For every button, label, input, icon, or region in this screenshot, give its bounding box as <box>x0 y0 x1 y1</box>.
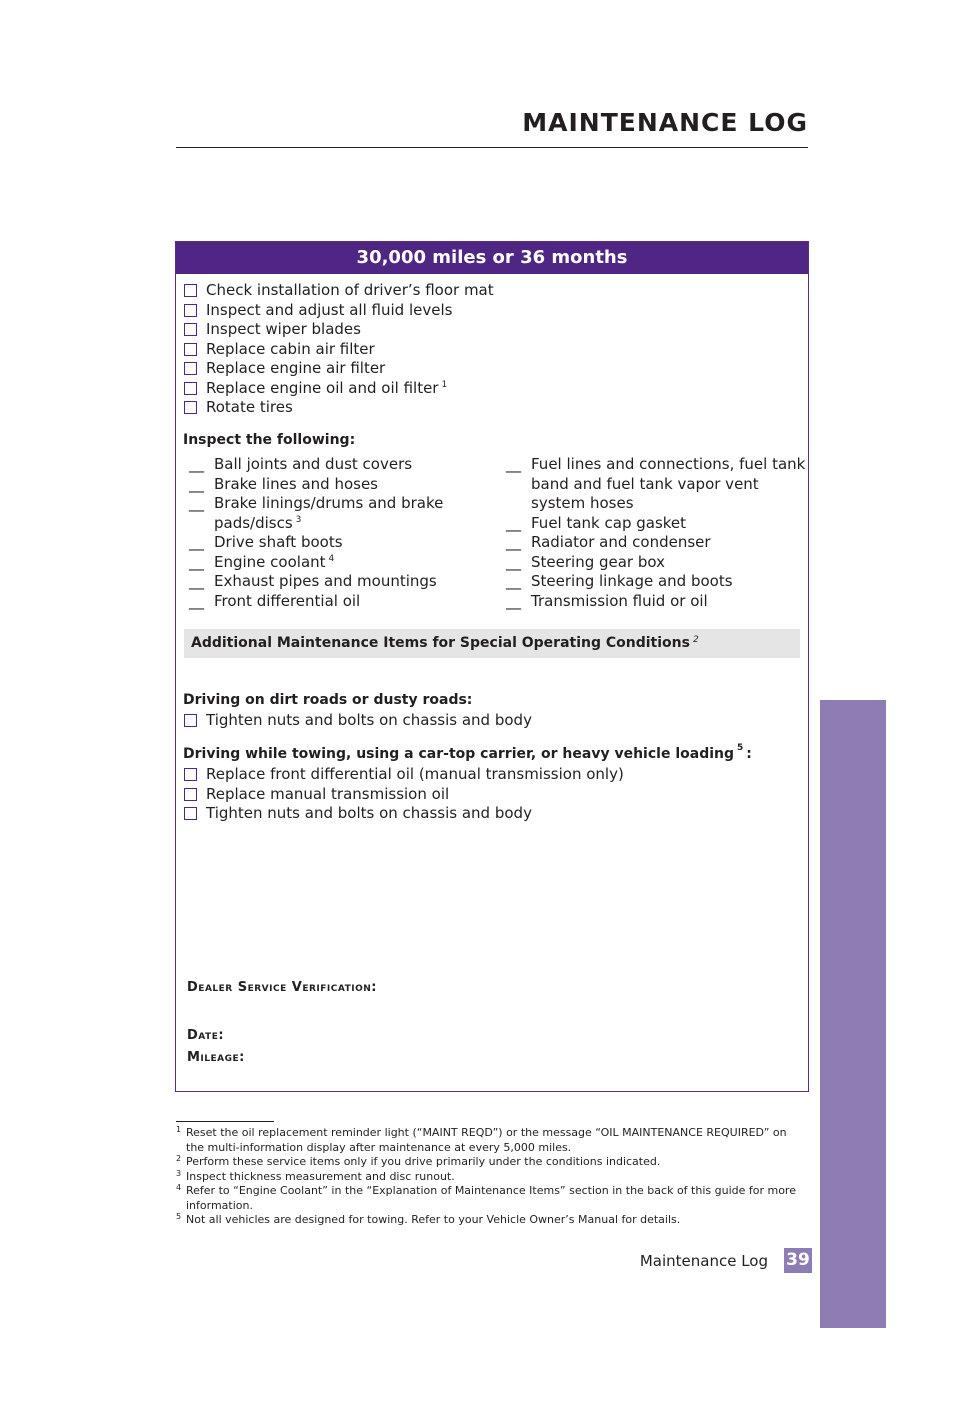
footnote-ref: 5 <box>737 743 744 753</box>
footnote-ref: 1 <box>441 379 448 390</box>
maintenance-box <box>175 241 809 1092</box>
towing-list <box>184 765 624 824</box>
checklist-item: Inspect and adjust all fluid levels <box>184 301 494 321</box>
checkbox[interactable] <box>184 323 197 336</box>
checklist-item: Inspect wiper blades <box>184 320 494 340</box>
date-label: Date: <box>187 1028 225 1043</box>
checkbox[interactable] <box>184 788 197 801</box>
page-title: MAINTENANCE LOG <box>522 108 808 137</box>
checklist-item: Replace engine oil and oil filter $^1$ <box>184 379 494 399</box>
dirt-roads-heading: Driving on dirt roads or dusty roads: <box>183 692 473 708</box>
footnotes <box>176 1126 806 1228</box>
dirt-roads-list <box>184 711 532 731</box>
checkbox[interactable] <box>184 284 197 297</box>
footnote-ref: 3 <box>295 514 302 525</box>
checkbox[interactable] <box>184 768 197 781</box>
inspect-item: __ Fuel tank cap gasket <box>506 513 687 532</box>
footnote-rule <box>176 1121 274 1122</box>
footnote: 5 Not all vehicles are designed for towing. Refer to your Vehicle Owner’s Manual for details. <box>176 1212 681 1226</box>
checkbox[interactable] <box>184 382 197 395</box>
towing-heading: Driving while towing, using a car-top carrier, or heavy vehicle loading $^5$ : <box>183 743 752 762</box>
title-rule <box>176 147 808 148</box>
checklist-item: Rotate tires <box>184 398 494 418</box>
checklist-item: Replace cabin air filter <box>184 340 494 360</box>
page-number: 39 <box>784 1248 812 1273</box>
footnote: 3 Inspect thickness measurement and disc runout. <box>176 1168 455 1183</box>
checkbox[interactable] <box>184 401 197 414</box>
inspect-heading: Inspect the following: <box>183 432 356 448</box>
inspect-list-right <box>506 455 806 611</box>
inspect-item: __ Exhaust pipes and mountings <box>189 572 437 590</box>
inspect-list-left <box>189 455 489 611</box>
special-conditions-bar <box>184 629 800 658</box>
checklist-item: Tighten nuts and bolts on chassis and body <box>184 711 532 731</box>
sidebar-tab <box>820 700 886 1328</box>
inspect-item: __ Fuel lines and connections, fuel tank band and fuel tank vapor vent system hoses <box>506 455 806 512</box>
footnote-ref: 4 <box>328 553 335 564</box>
inspect-item: __ Radiator and condenser <box>506 533 711 551</box>
footnote: 4 Refer to “Engine Coolant” in the “Explanation of Maintenance Items” section in the back of this guide for more information. <box>176 1183 796 1212</box>
checklist-item: Replace engine air filter <box>184 359 494 379</box>
inspect-item: __ Ball joints and dust covers <box>189 455 413 473</box>
inspect-item: __ Drive shaft boots <box>189 533 343 551</box>
service-checklist <box>184 281 494 418</box>
dealer-verification-label: Dealer Service Verification: <box>187 980 378 995</box>
inspect-item: __ Engine coolant $^4$ <box>189 552 335 571</box>
interval-header: 30,000 miles or 36 months <box>176 242 808 274</box>
inspect-item: __ Transmission fluid or oil <box>506 591 708 610</box>
inspect-item: __ Steering linkage and boots <box>506 572 733 590</box>
footer-section-label: Maintenance Log <box>639 1252 768 1270</box>
checkbox[interactable] <box>184 714 197 727</box>
footnote: 1 Reset the oil replacement reminder light (“MAINT REQD”) or the message “OIL MAINTENANCE REQUIRED” on the multi-information display after maintenance at every 5,000 miles. <box>176 1125 787 1154</box>
inspect-item: __ Brake linings/drums and brake pads/discs $^3$ <box>189 494 444 532</box>
checklist-item: Check installation of driver’s floor mat <box>184 281 494 301</box>
checklist-item: Replace front differential oil (manual transmission only) <box>184 765 624 785</box>
inspect-item: __ Front differential oil <box>189 591 361 610</box>
checkbox[interactable] <box>184 304 197 317</box>
special-conditions-title: Additional Maintenance Items for Special Operating Conditions <box>191 635 690 651</box>
mileage-label: Mileage: <box>187 1050 245 1065</box>
checkbox[interactable] <box>184 362 197 375</box>
inspect-item: __ Steering gear box <box>506 552 665 571</box>
footnote-ref: 2 <box>692 635 699 645</box>
checklist-item: Tighten nuts and bolts on chassis and body <box>184 804 624 824</box>
footnote: 2 Perform these service items only if you drive primarily under the conditions indicated. <box>176 1154 661 1168</box>
inspect-item: __ Brake lines and hoses <box>189 474 378 493</box>
sidebar-label: MAINTENANCE <box>10 925 35 1139</box>
checkbox[interactable] <box>184 343 197 356</box>
checklist-item: Replace manual transmission oil <box>184 785 624 805</box>
checkbox[interactable] <box>184 807 197 820</box>
